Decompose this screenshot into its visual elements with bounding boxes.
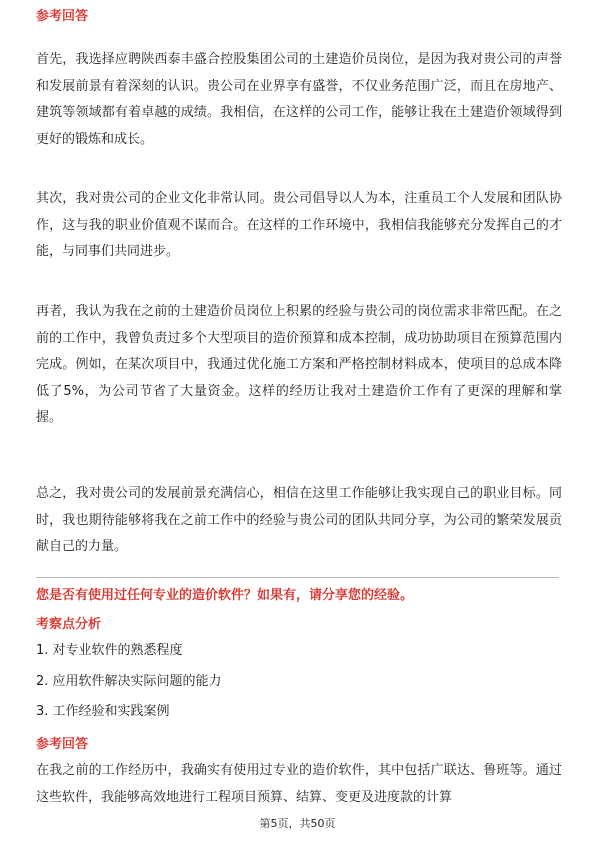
answer-paragraph-3: 再者，我认为我在之前的土建造价员岗位上积累的经验与贵公司的岗位需求非常匹配。在之前的工作中，我曾负责过多个大型项目的造价预算和成本控制，成功协助项目在预算范围内完成。例如，在某次项目中，我通过优化施工方案和严格控制材料成本，使项目的总成本降低了5%，为公司节省了大量资金。这样的经历让我对土建造价工作有了更深的理解和掌握。 bbox=[36, 304, 562, 425]
answer-paragraph-1: 首先，我选择应聘陕西泰丰盛合控股集团公司的土建造价员岗位，是因为我对贵公司的声誉和发展前景有着深刻的认识。贵公司在业界享有盛誉，不仅业务范围广泛，而且在房地产、建筑等领域都有着卓越的成绩。我相信，在这样的公司工作，能够让我在土建造价领域得到更好的锻炼和成长。 bbox=[36, 52, 562, 147]
answer-heading: 参考回答 bbox=[36, 737, 89, 752]
section-divider bbox=[36, 577, 559, 578]
page-number: 第5页，共50页 bbox=[259, 817, 336, 830]
analysis-heading: 考察点分析 bbox=[36, 617, 102, 632]
answer-paragraph-4: 总之，我对贵公司的发展前景充满信心，相信在这里工作能够让我实现自己的职业目标。同时，我也期待能够将我在之前工作中的经验与贵公司的团队共同分享，为公司的繁荣发展贡献自己的力量。 bbox=[36, 486, 562, 554]
answer-paragraph-5: 在我之前的工作经历中，我确实有使用过专业的造价软件，其中包括广联达、鲁班等。通过这些软件，我能够高效地进行工程项目预算、结算、变更及进度款的计算 bbox=[36, 763, 562, 805]
answer-paragraph-2: 其次，我对贵公司的企业文化非常认同。贵公司倡导以人为本，注重员工个人发展和团队协作，这与我的职业价值观不谋而合。在这样的工作环境中，我相信我能够充分发挥自己的才能，与同事们共同进步。 bbox=[36, 191, 562, 259]
analysis-item: 2. 应用软件解决实际问题的能力 bbox=[36, 674, 222, 689]
question-text: 您是否有使用过任何专业的造价软件？如果有，请分享您的经验。 bbox=[36, 588, 414, 603]
analysis-item: 3. 工作经验和实践案例 bbox=[36, 704, 170, 719]
analysis-item: 1. 对专业软件的熟悉程度 bbox=[36, 643, 183, 658]
answer-heading: 参考回答 bbox=[36, 9, 89, 24]
